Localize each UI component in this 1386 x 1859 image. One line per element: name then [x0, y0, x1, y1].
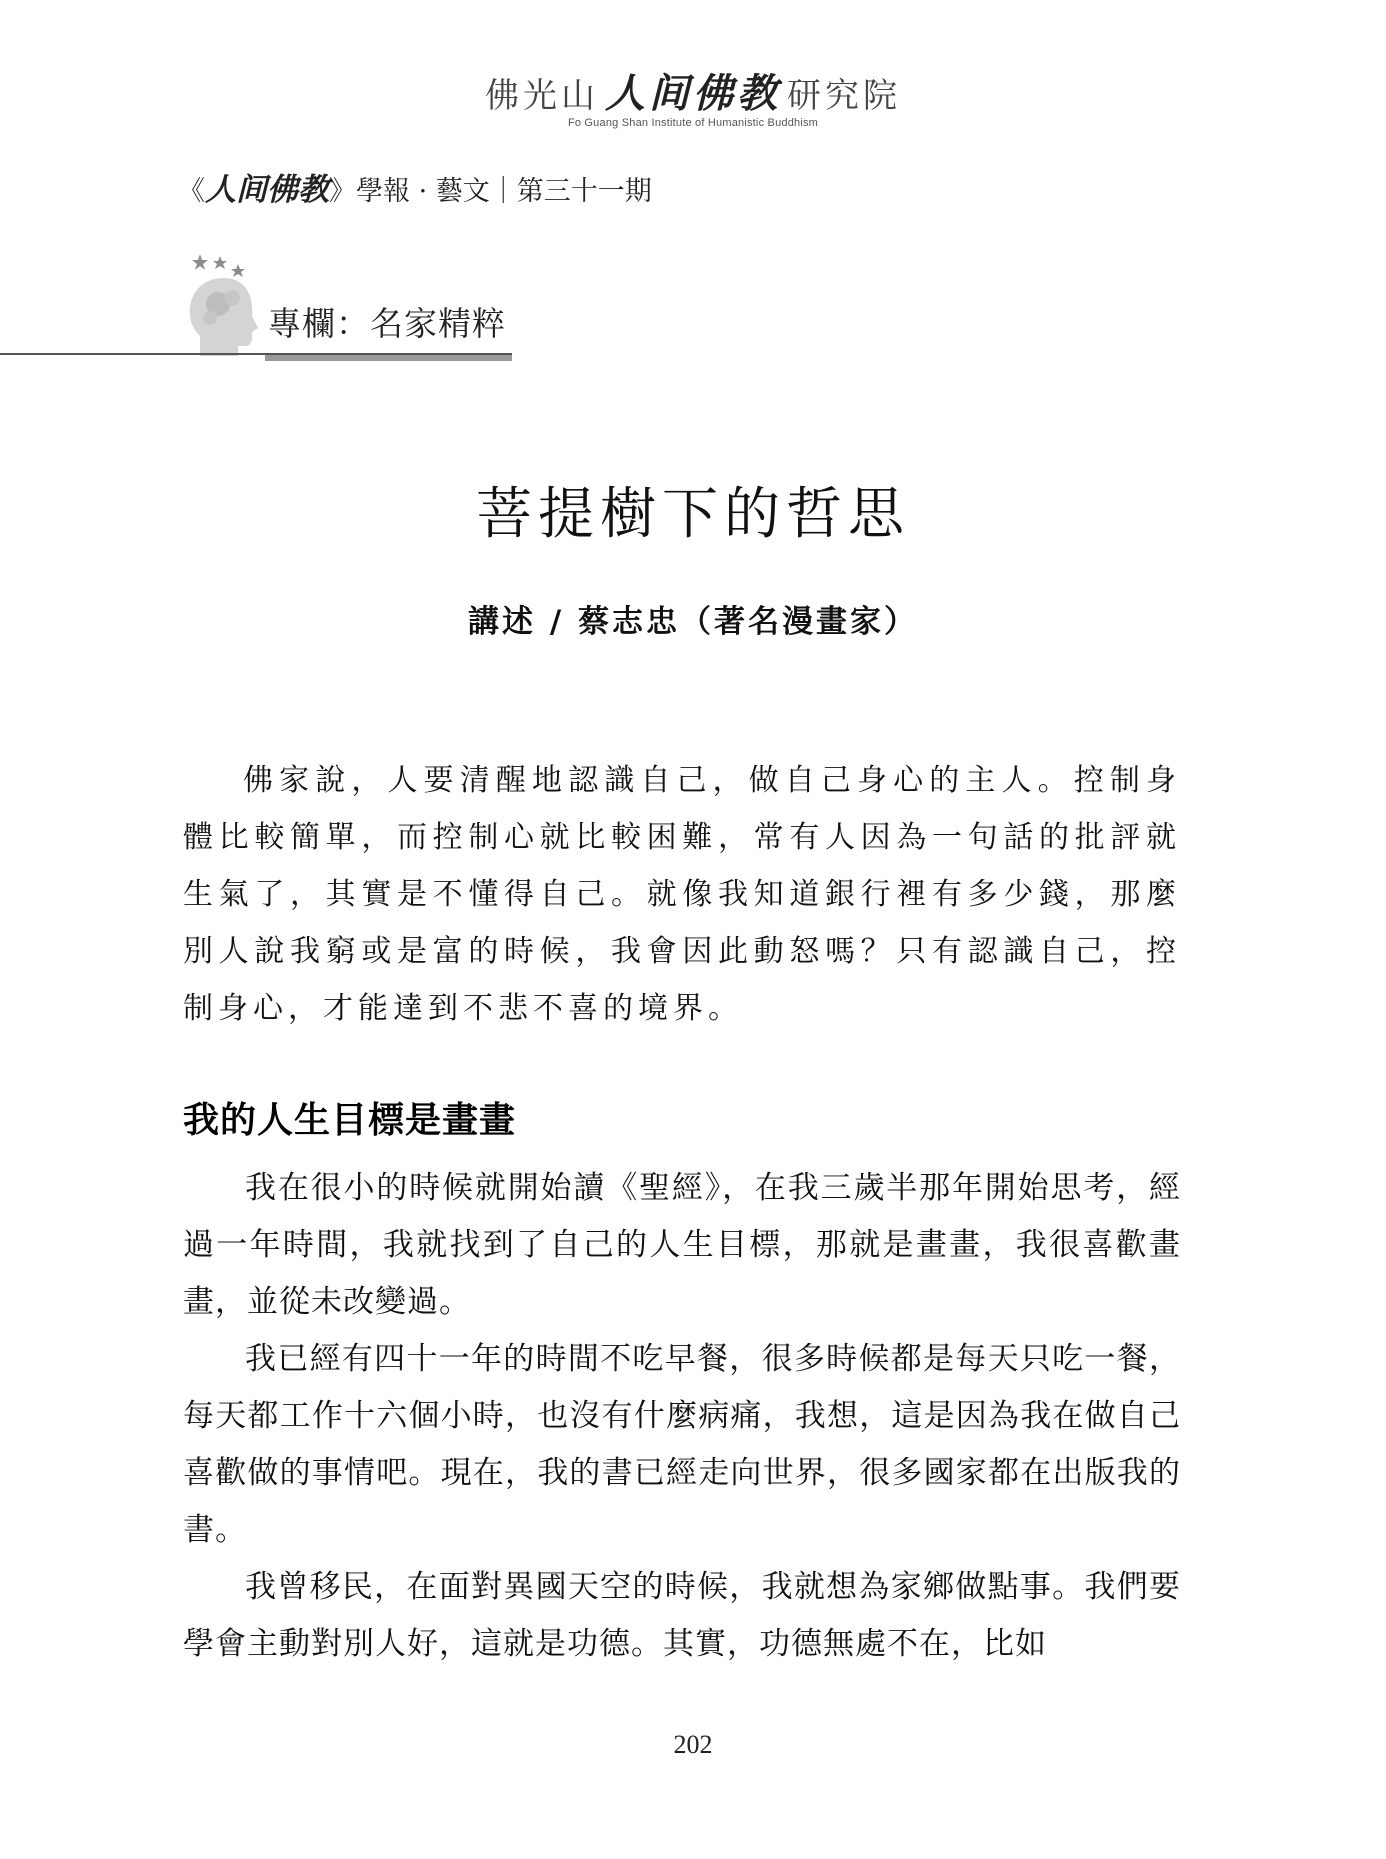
column-title: 專欄：名家精粹	[268, 304, 506, 343]
body-paragraph: 我曾移民，在面對異國天空的時候，我就想為家鄉做點事。我們要學會主動對別人好，這就是功德。其實，功德無處不在，比如	[183, 1569, 1181, 1662]
page-number: 202	[673, 1730, 713, 1759]
article-intro	[183, 752, 1181, 1037]
intro-paragraph: 佛家說，人要清醒地認識自己，做自己身心的主人。控制身體比較簡單，而控制心就比較困難，常有人因為一句話的批評就生氣了，其實是不懂得自己。就像我知道銀行裡有多少錢，那麼別人說我窮或是富的時候，我會因此動怒嗎？只有認識自己，控制身心，才能達到不悲不喜的境界。	[183, 763, 1181, 1026]
article-title: 菩提樹下的哲思	[476, 482, 910, 547]
journal-logo-text: 人间佛教	[205, 172, 329, 208]
head-with-stars-icon	[180, 246, 264, 356]
section-heading: 我的人生目標是畫畫	[183, 1100, 517, 1141]
journal-running-head	[178, 164, 652, 209]
body-paragraph: 我在很小的時候就開始讀《聖經》，在我三歲半那年開始思考，經過一年時間，我就找到了自己的人生目標，那就是畫畫，我很喜歡畫畫，並從未改變過。	[183, 1170, 1181, 1320]
banner-band	[265, 355, 512, 361]
institute-name	[0, 62, 1386, 119]
institute-header	[0, 62, 1386, 129]
journal-open-bracket: 《	[178, 176, 205, 207]
institute-prefix: 佛光山	[485, 76, 599, 116]
body-paragraph: 我已經有四十一年的時間不吃早餐，很多時候都是每天只吃一餐，每天都工作十六個小時，也沒有什麼病痛，我想，這是因為我在做自己喜歡做的事情吧。現在，我的書已經走向世界，很多國家都在出版我的書。	[183, 1341, 1181, 1548]
journal-issue-text: 》學報 · 藝文｜第三十一期	[329, 176, 652, 207]
institute-logo-text: 人间佛教	[605, 70, 781, 117]
institute-suffix: 研究院	[787, 76, 901, 116]
institute-english-name: Fo Guang Shan Institute of Humanistic Buddhism	[567, 117, 819, 129]
article-body	[183, 1160, 1181, 1673]
column-banner	[0, 240, 520, 360]
article-byline: 講述 / 蔡志忠（著名漫畫家）	[468, 604, 918, 640]
